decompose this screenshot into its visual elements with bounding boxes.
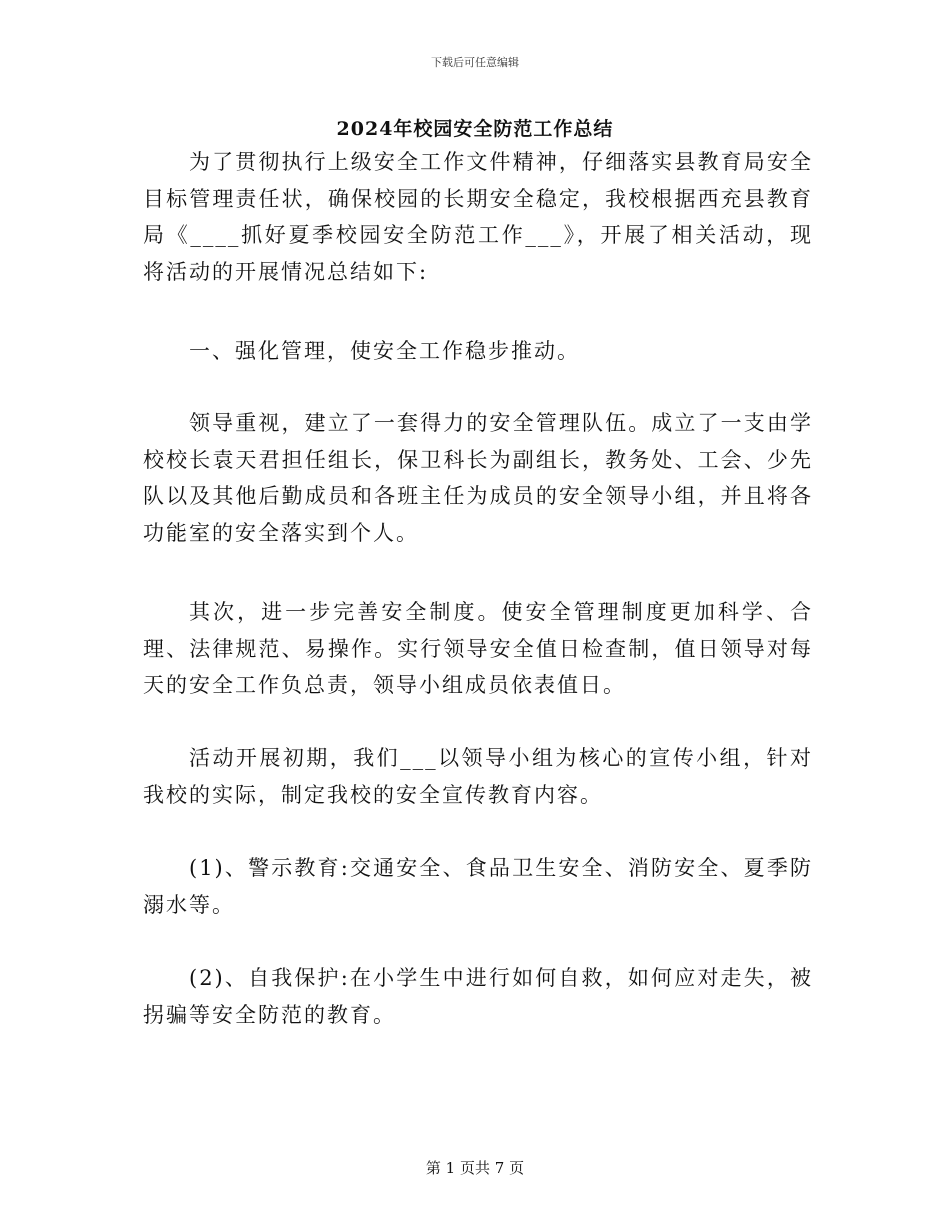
paragraph-intro: 为了贯彻执行上级安全工作文件精神，仔细落实县教育局安全目标管理责任状，确保校园的长期安全稳定，我校根据西充县教育局《____抓好夏季校园安全防范工作___》，开展了相关活动，现将活动的开展情况总结如下: (143, 150, 813, 284)
paragraph-system: 其次，进一步完善安全制度。使安全管理制度更加科学、合理、法律规范、易操作。实行领导安全值日检查制，值日领导对每天的安全工作负总责，领导小组成员依表值日。 (143, 600, 813, 697)
paragraph-activities: 活动开展初期，我们___以领导小组为核心的宣传小组，针对我校的实际，制定我校的安全宣传教育内容。 (143, 746, 813, 807)
paragraph-item-1: (1)、警示教育:交通安全、食品卫生安全、消防安全、夏季防溺水等。 (143, 856, 813, 917)
document-title: 2024年校园安全防范工作总结 (336, 118, 614, 140)
page-number: 第 1 页共 7 页 (425, 1159, 525, 1177)
paragraph-section-heading: 一、强化管理，使安全工作稳步推动。 (189, 339, 580, 363)
paragraph-leadership: 领导重视，建立了一套得力的安全管理队伍。成立了一支由学校校长袁天君担任组长，保卫科长为副组长，教务处、工会、少先队以及其他后勤成员和各班主任为成员的安全领导小组，并且将各功能室的安全落实到个人。 (143, 411, 813, 545)
paragraph-item-2: (2)、自我保护:在小学生中进行如何自救，如何应对走失，被拐骗等安全防范的教育。 (143, 966, 813, 1027)
header-note: 下载后可任意编辑 (431, 56, 519, 69)
